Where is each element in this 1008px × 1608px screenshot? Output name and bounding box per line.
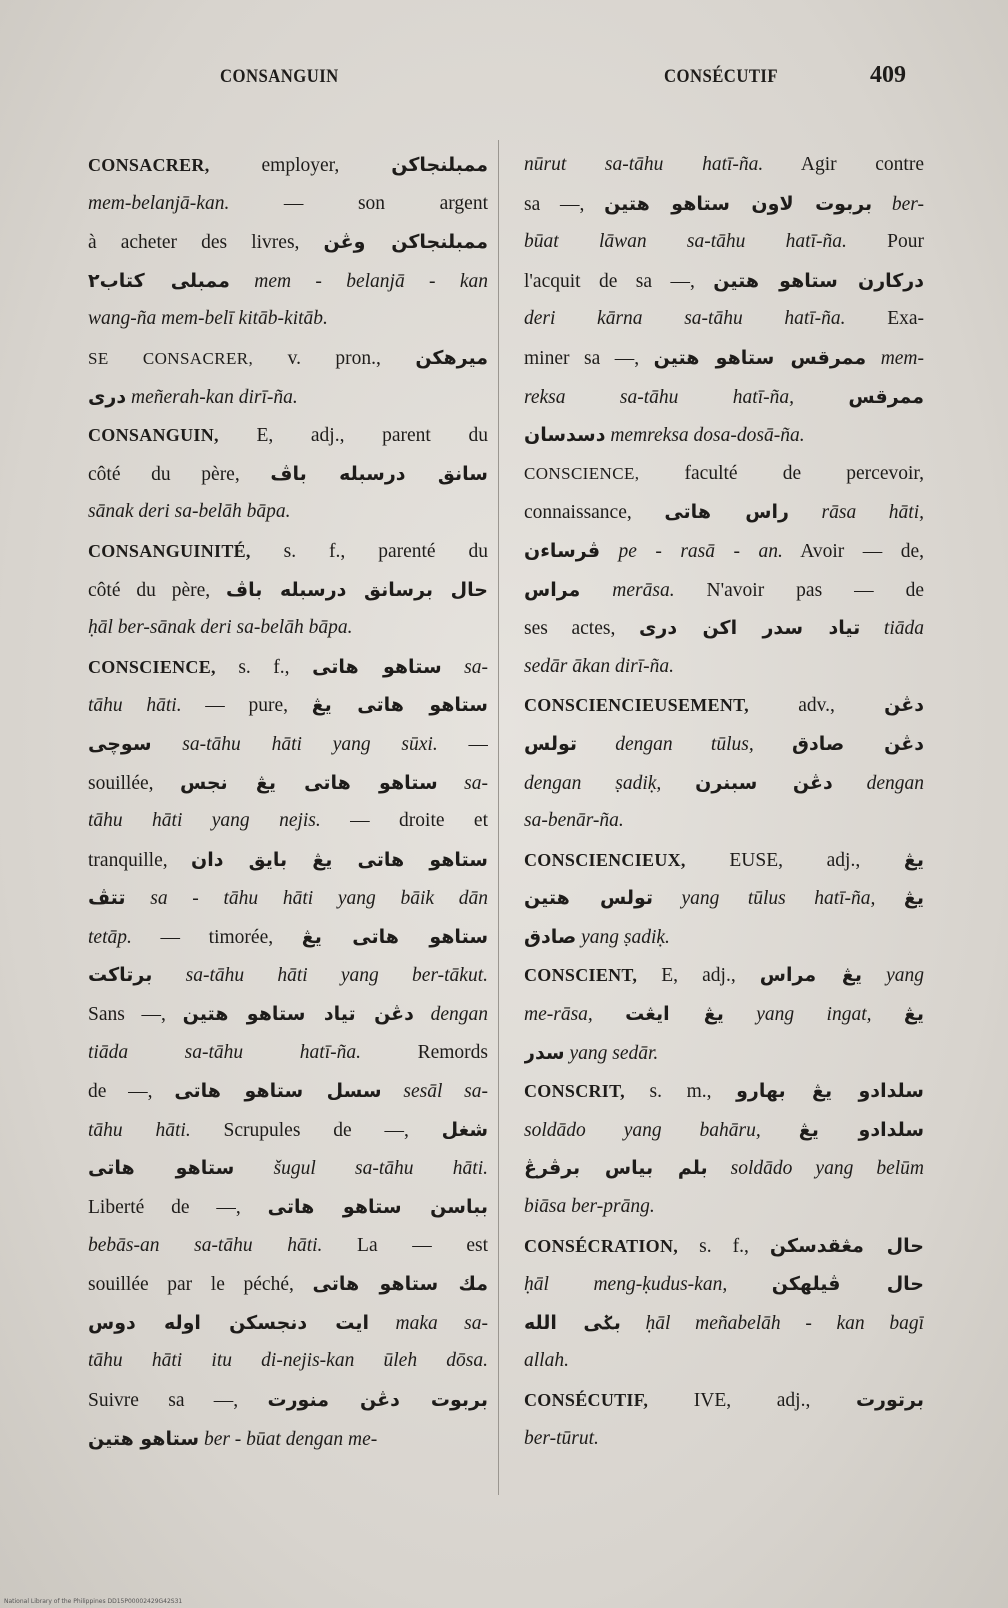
gloss-text: côté du père, [88,579,227,601]
text-line [524,841,924,880]
headword: CONSANGUIN, [88,425,219,446]
text-line [524,1188,924,1227]
gloss-text: tranquille, [88,849,191,871]
text-line [524,1034,924,1073]
gloss-text [754,734,792,755]
jawi-text: سلدادو يڠ بهارو [736,1080,924,1103]
transliteration: ḥāl ber-sānak deri sa-belāh bāpa. [88,617,353,639]
transliteration: ḥāl meng-ḳudus-kan, [524,1274,728,1296]
gloss-text: Avoir — de, [782,540,924,562]
jawi-text: حال مڠقدسكن [769,1234,924,1257]
text-line [88,1034,488,1073]
text-line [524,1342,924,1381]
transliteration: sa - tāhu hāti yang bāik dān [125,888,488,910]
transliteration: sa-benār-ña. [524,810,624,832]
text-line [524,879,924,918]
transliteration: nūrut sa-tāhu hatī-ña. [524,154,764,175]
jawi-text: ممبلنجاكن وڠن [323,231,488,254]
text-line [88,1265,488,1304]
jawi-text: بݢی الله [524,1311,621,1334]
jawi-text: دڠن صادق [791,732,924,755]
text-line [88,686,488,725]
jawi-text: ممرقس [848,385,924,408]
text-line [88,764,488,803]
jawi-text: دركارن ستاهو هتين [713,269,924,292]
text-line [524,1227,924,1266]
text-line [88,378,488,417]
headword: CONSCRIT, [524,1081,625,1102]
text-line [524,378,924,417]
jawi-text: يڠ مراس [759,964,863,987]
transliteration: tāhu hāti yang nejis. [88,810,321,832]
headword: CONSCIENT, [524,965,638,986]
left-column [88,146,488,1458]
jawi-text: شغل [441,1118,488,1141]
transliteration: merāsa. [580,579,675,601]
gloss-text: Sans —, [88,1004,183,1026]
transliteration: yang tūlus hatī-ña, [653,888,876,910]
text-line [88,841,488,880]
gloss-text: v. pron., [253,347,416,369]
jawi-text: تياد سدر اكن دری [638,617,861,640]
text-line [524,262,924,301]
jawi-text: تولس هتين [524,887,654,910]
jawi-text: سلدادو يڠ [798,1118,924,1141]
transliteration: tiāda [860,618,924,640]
gloss-text: sa —, [524,193,605,215]
headword: CONSCIENCE, [88,656,216,677]
text-line [88,185,488,224]
jawi-text: ستاهو هاتی [88,1157,235,1180]
gloss-text: EUSE, adj., [685,849,904,871]
text-line [524,1111,924,1150]
text-line [524,146,924,185]
transliteration: yang [862,965,924,987]
transliteration: sa-tāhu hāti yang ber-tākut. [152,965,488,987]
gloss-text [794,387,848,408]
gloss-text: faculté de percevoir, [639,462,924,484]
jawi-text: دری [88,385,127,408]
text-line [524,1420,924,1459]
gloss-text: Suivre sa —, [88,1390,268,1411]
transliteration: ber- [872,193,924,215]
text-line [88,1381,488,1420]
gloss-text: adv., [748,695,885,717]
scan-footer: National Library of the Philippines DD15P00002429G42S31 [4,1598,183,1605]
headword: CONSCIENCIEUX, [524,849,686,870]
gloss-text: ses actes, [524,618,639,640]
gloss-text: Scrupules de —, [190,1119,442,1141]
transliteration: tāhu hāti. [88,1119,191,1141]
jawi-text: حال برسانق درسبله باڤ [226,578,488,601]
gloss-text: s. m., [624,1081,737,1103]
jawi-text: سانق درسبله باڤ [270,462,488,485]
jawi-text: ممبلی كتاب٢ [88,269,230,292]
text-line [524,1072,924,1111]
transliteration: sa- [437,772,488,794]
transliteration: sānak deri sa-belāh bāpa. [88,501,291,523]
gloss-text: côté du père, [88,463,271,485]
transliteration: meñerah-kan dirī-ña. [126,386,298,408]
jawi-text: ايت دنجسكن اوله دوس [88,1311,370,1334]
jawi-text: تولس [524,732,578,755]
gloss-text [593,1004,625,1025]
transliteration: pe - rasā - an. [600,540,783,562]
gloss-text: — [437,733,488,755]
jawi-text: ستاهو هاتی يڠ نجس [179,771,438,794]
gloss-text: employer, [209,155,392,176]
text-line [524,686,924,725]
transliteration: deri kārna sa-tāhu hatī-ña. [524,308,846,330]
gloss-text: La — est [322,1234,488,1256]
headword: CONSÉCRATION, [524,1235,679,1256]
text-line [524,1381,924,1420]
gloss-text: s. f., [215,656,313,678]
text-line [88,879,488,918]
transliteration: sedār ākan dirī-ña. [524,655,675,677]
text-line [524,802,924,841]
transliteration: yang sedār. [564,1042,659,1064]
text-line [88,1304,488,1343]
text-line [88,995,488,1034]
transliteration: soldādo yang bahāru, [524,1119,761,1141]
headword: CONSÉCUTIF, [524,1390,649,1410]
headword: CONSCIENCE, [524,463,640,483]
transliteration: būat lāwan sa-tāhu hatī-ña. [524,231,847,253]
jawi-text: سدر [524,1041,565,1064]
text-line [524,918,924,957]
text-line [524,571,924,610]
transliteration: dengan tūlus, [577,733,754,755]
gloss-text [761,1120,799,1141]
transliteration: dengan [832,772,924,794]
gloss-text: — pure, [181,695,312,717]
running-head-right: CONSÉCUTIF [664,66,779,87]
transliteration: tiāda sa-tāhu hatī-ña. [88,1041,361,1063]
text-line [524,455,924,494]
text-line [88,146,488,185]
text-line [88,648,488,687]
transliteration: ber-tūrut. [524,1427,599,1449]
transliteration: dengan [413,1004,488,1026]
transliteration: memreksa dosa-dosā-ña. [605,425,805,447]
text-line [88,416,488,455]
jawi-text: يڠ [903,887,924,910]
text-line [88,1342,488,1381]
jawi-text: سسل ستاهو هاتی [174,1080,382,1103]
gloss-text: de —, [88,1081,175,1103]
gloss-text: Remords [360,1041,488,1063]
transliteration: rāsa hāti, [788,502,924,524]
jawi-text: برتاكت [88,964,153,987]
jawi-text: ستاهو هاتی [312,655,442,678]
text-line [524,956,924,995]
text-line [88,956,488,995]
transliteration: me-rāsa, [524,1004,593,1026]
jawi-text: يڠ [903,1003,924,1026]
gloss-text: Liberté de —, [88,1197,268,1219]
text-line [88,918,488,957]
text-line [524,1304,924,1343]
jawi-text: مك ستاهو هاتی [312,1273,488,1296]
headword: SE CONSACRER, [88,348,254,368]
text-line [88,1227,488,1266]
transliteration: šugul sa-tāhu hāti. [234,1158,488,1180]
transliteration: mem- [866,347,924,369]
text-line [88,725,488,764]
text-line [524,493,924,532]
transliteration: yang ṣadiḳ. [576,926,670,948]
gloss-text: IVE, adj., [648,1390,856,1411]
column-divider [498,140,499,1495]
jawi-text: ستاهو هتين [88,1427,200,1450]
transliteration: ḥāl meñabelāh - kan bagī [620,1312,924,1334]
gloss-text [875,888,903,909]
text-line [88,1072,488,1111]
text-line [524,532,924,571]
transliteration: soldādo yang belūm [707,1158,924,1180]
text-line [88,1188,488,1227]
transliteration: tāhu hāti itu di-nejis-kan ūleh dōsa. [88,1350,488,1372]
gloss-text: Pour [846,231,924,253]
text-line [88,455,488,494]
gloss-text: Agir contre [763,154,924,175]
jawi-text: بربوت لاون ستاهو هتين [604,192,873,215]
text-line [524,995,924,1034]
transliteration: sa-tāhu hāti yang sūxi. [151,733,438,755]
text-line [88,339,488,378]
jawi-text: مراس [524,578,581,601]
jawi-text: تتڤ [88,887,126,910]
jawi-text: دڠن سبنرن [695,771,833,794]
jawi-text: برتورت [855,1389,924,1411]
transliteration: tāhu hāti. [88,695,182,717]
gloss-text: N'avoir pas — de [674,579,924,601]
jawi-text: بربوت دڠن منورت [267,1389,488,1411]
jawi-text: ستاهو هاتی يڠ [301,925,488,948]
jawi-text: ستاهو هاتی يڠ بايق دان [191,848,488,871]
text-line [524,1265,924,1304]
headword: CONSACRER, [88,155,210,175]
jawi-text: ڤرساءن [524,539,601,562]
transliteration: yang ingat, [723,1004,872,1026]
jawi-text: دڠن [884,694,924,717]
text-line [88,493,488,532]
gloss-text: — droite et [320,810,488,832]
gloss-text: — timorée, [131,926,302,948]
page-number: 409 [870,62,906,88]
jawi-text: بباسن ستاهو هاتی [267,1196,488,1219]
text-line [88,1420,488,1459]
jawi-text: يڠ ايڠت [625,1003,724,1026]
gloss-text: — son argent [229,192,488,214]
jawi-text: بلم بياس برڤرڠ [524,1157,708,1180]
text-line [88,532,488,571]
transliteration: mem - belanjā - kan [229,270,488,292]
text-line [524,764,924,803]
jawi-text: صادق [524,925,577,948]
text-line [524,223,924,262]
gloss-text [872,1004,904,1025]
transliteration: reksa sa-tāhu hatī-ña, [524,386,794,408]
transliteration: ber - būat dengan me- [199,1428,378,1450]
headword: CONSCIENCIEUSEMENT, [524,695,749,716]
text-line [524,339,924,378]
jawi-text: ممبلنجاكن [391,154,488,176]
text-line [88,223,488,262]
jawi-text: ممرقس ستاهو هتين [653,346,867,369]
text-line [88,1111,488,1150]
text-line [88,1149,488,1188]
text-line [88,802,488,841]
transliteration: mem-belanjā-kan. [88,192,230,214]
gloss-text: E, adj., parent du [218,425,488,447]
text-line [524,609,924,648]
transliteration: wang-ña mem-belī kitāb-kitāb. [88,308,328,330]
text-line [88,571,488,610]
jawi-text: دسدسان [524,424,606,447]
text-line [524,725,924,764]
gloss-text: miner sa —, [524,347,654,369]
transliteration: sesāl sa- [381,1081,488,1103]
running-head-left: CONSANGUIN [220,66,339,87]
gloss-text: souillée par le péché, [88,1274,313,1296]
text-line [524,648,924,687]
gloss-text: E, adj., [637,965,760,987]
gloss-text: Exa- [845,308,924,330]
transliteration: dengan ṣadiḳ, [524,772,662,794]
jawi-text: يڠ [903,848,924,871]
transliteration: biāsa ber-prāng. [524,1196,655,1218]
text-line [88,300,488,339]
jawi-text: ستاهو هاتی يڠ [311,694,488,717]
jawi-text: راس هاتی [664,501,789,524]
gloss-text: s. f., parenté du [250,540,488,562]
jawi-text: ميرهكن [415,346,488,369]
text-line [524,185,924,224]
text-line [524,416,924,455]
transliteration: bebās-an sa-tāhu hāti. [88,1234,323,1256]
transliteration: sa- [441,656,488,678]
gloss-text: souillée, [88,772,180,794]
gloss-text [727,1274,772,1295]
headword: CONSANGUINITÉ, [88,540,251,561]
gloss-text: l'acquit de sa —, [524,270,714,292]
jawi-text: سوچی [88,732,152,755]
gloss-text: s. f., [678,1235,770,1257]
transliteration: maka sa- [369,1312,488,1334]
transliteration: allah. [524,1350,569,1372]
jawi-text: دڠن تياد ستاهو هتين [182,1003,414,1026]
gloss-text [661,773,695,794]
text-line [524,300,924,339]
gloss-text: connaissance, [524,502,665,524]
transliteration: tetāp. [88,926,132,948]
jawi-text: حال ڤيلهكن [771,1273,924,1296]
right-column [524,146,924,1458]
gloss-text: à acheter des livres, [88,232,324,254]
text-line [88,262,488,301]
text-line [524,1149,924,1188]
text-line [88,609,488,648]
